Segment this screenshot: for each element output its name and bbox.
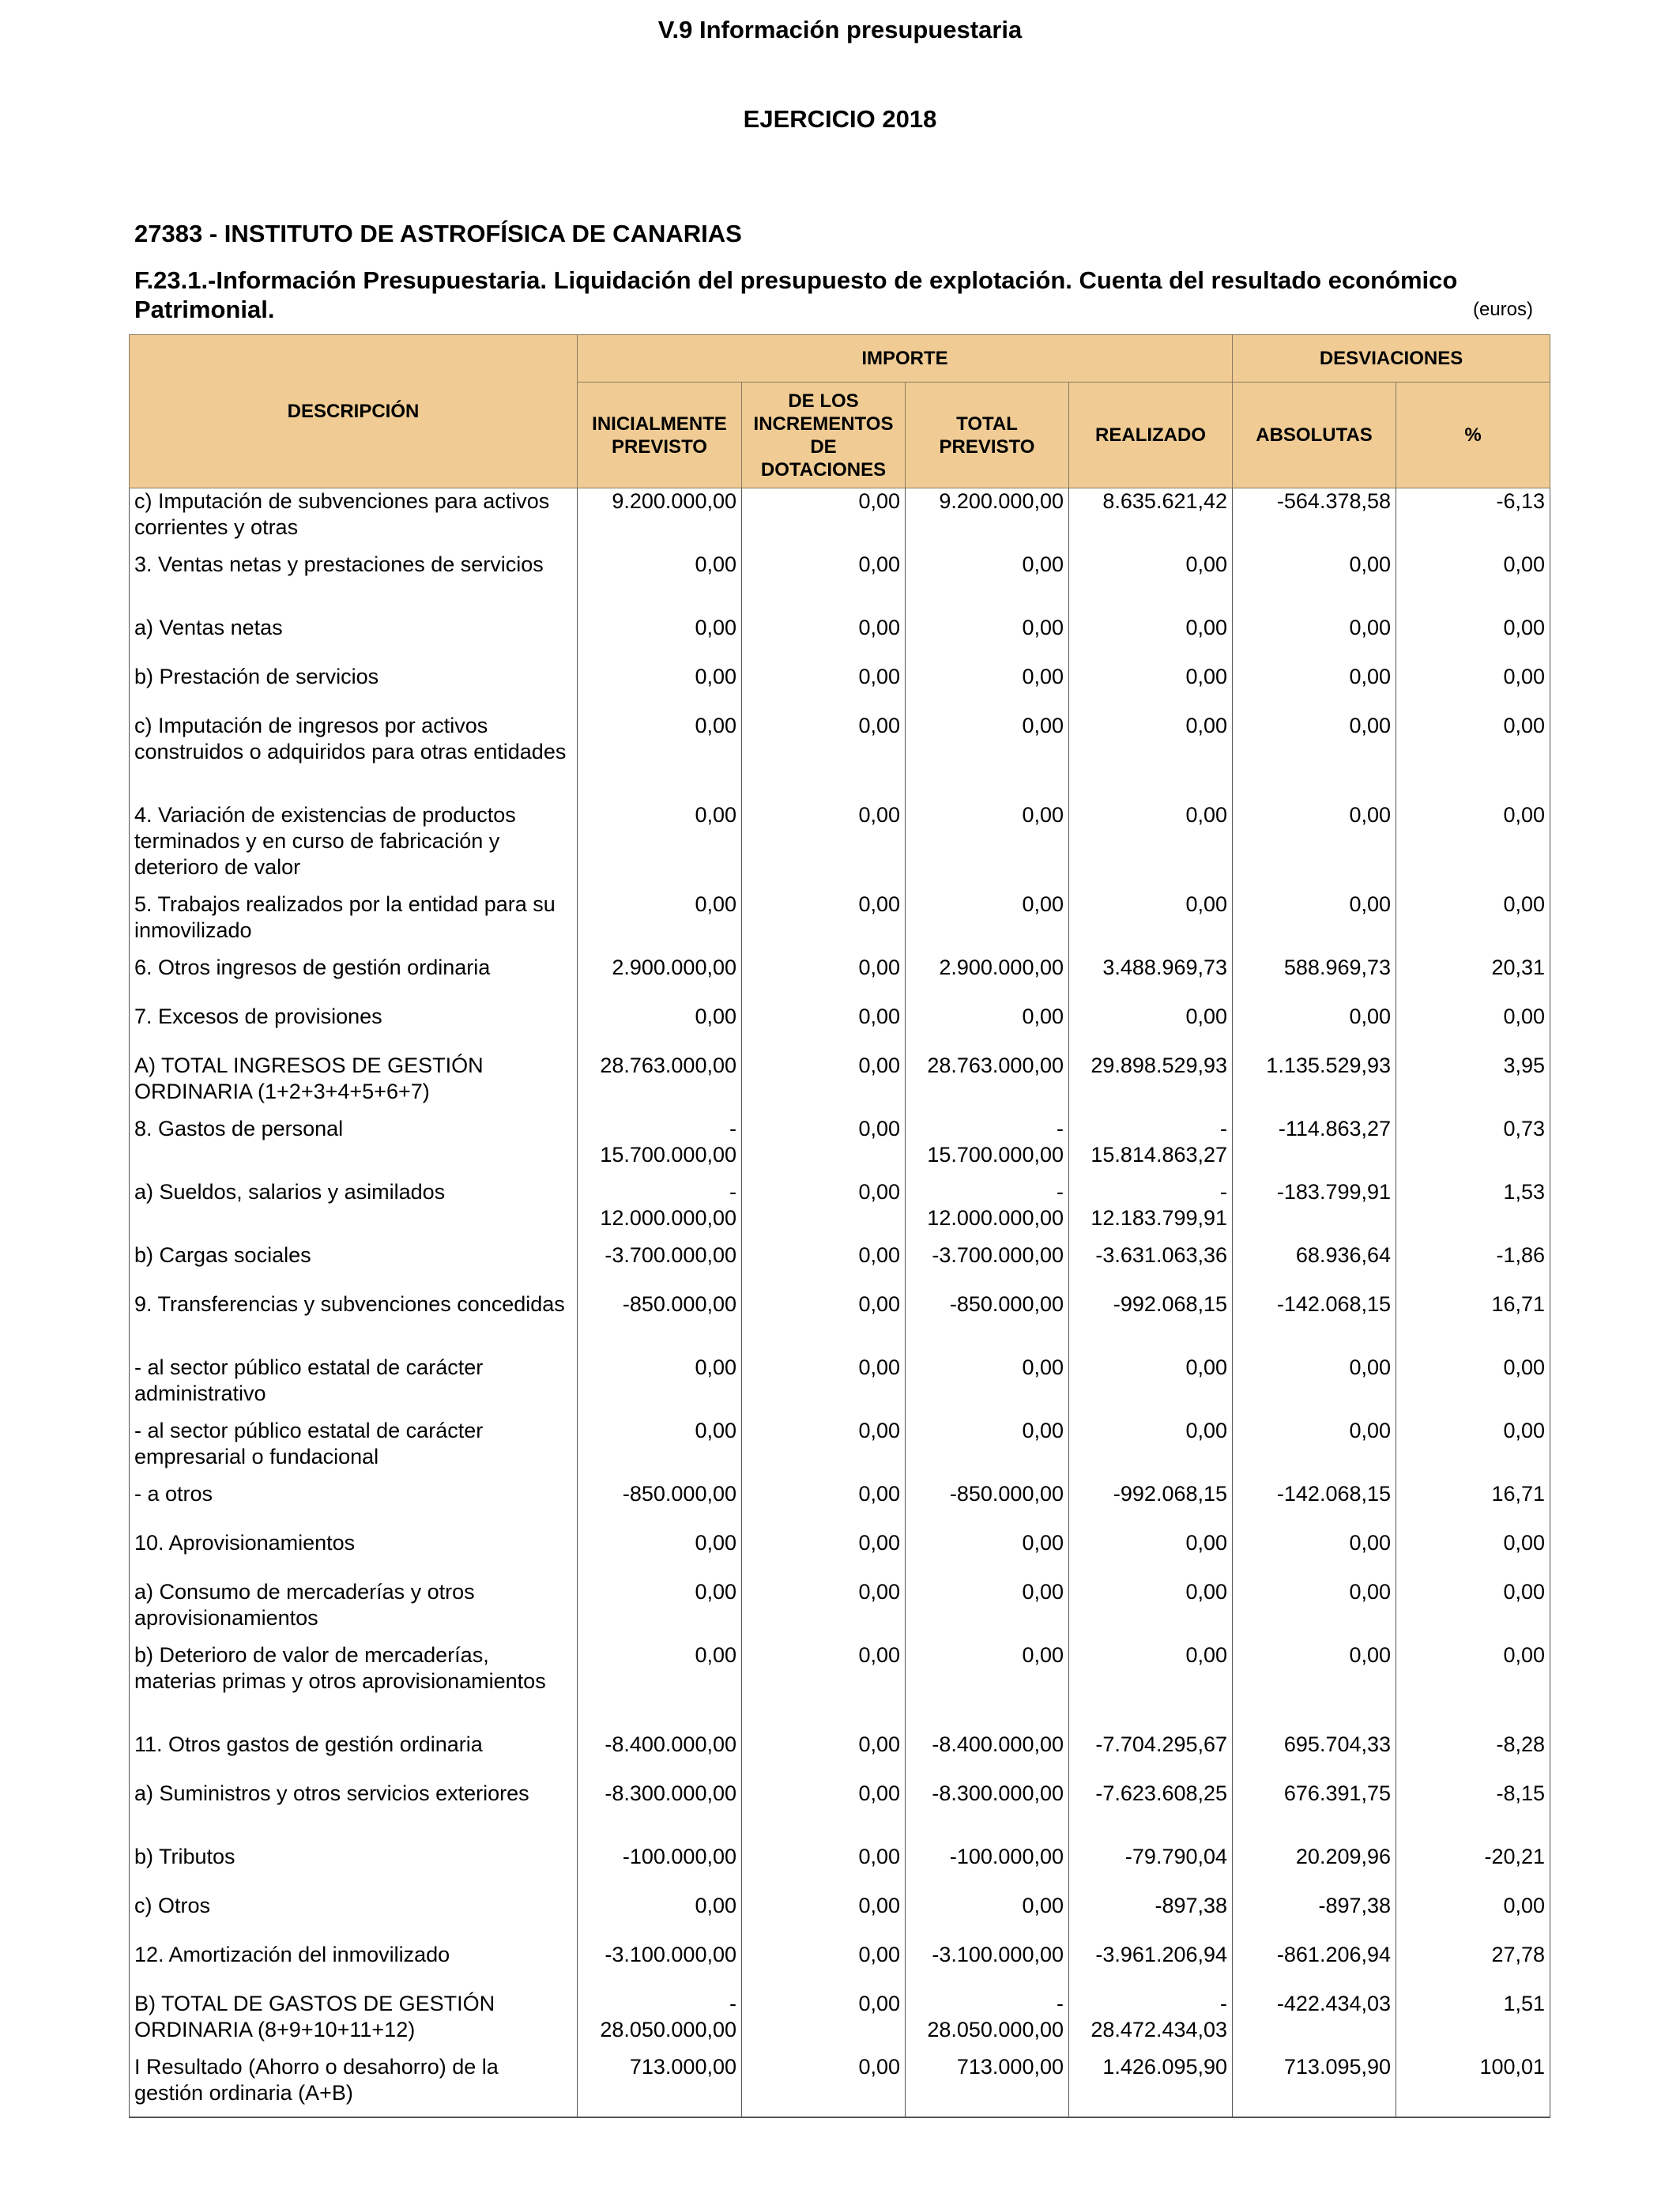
row-description: b) Prestación de servicios	[130, 664, 578, 713]
cell-abs: 713.095,90	[1233, 2054, 1396, 2117]
entity-name: 27383 - INSTITUTO DE ASTROFÍSICA DE CANARIAS	[134, 220, 742, 247]
cell-tot: 0,00	[906, 1893, 1069, 1942]
cell-inc: 0,00	[742, 1418, 906, 1481]
cell-tot: - 15.700.000,00	[906, 1116, 1069, 1179]
row-description: 8. Gastos de personal	[130, 1116, 578, 1179]
cell-inc: 0,00	[742, 1179, 906, 1242]
table-row	[130, 1242, 1550, 1291]
cell-tot: 0,00	[906, 892, 1069, 955]
cell-pct: 16,71	[1396, 1291, 1550, 1355]
cell-rea: 0,00	[1069, 713, 1233, 802]
cell-inc: 0,00	[742, 615, 906, 664]
cell-rea: 0,00	[1069, 892, 1233, 955]
cell-tot: -100.000,00	[906, 1844, 1069, 1893]
cell-rea: 0,00	[1069, 1355, 1233, 1418]
cell-tot: 0,00	[906, 664, 1069, 713]
cell-abs: -861.206,94	[1233, 1942, 1396, 1991]
cell-tot: 0,00	[906, 1530, 1069, 1579]
cell-rea: 0,00	[1069, 552, 1233, 615]
cell-tot: 0,00	[906, 1004, 1069, 1053]
row-description: a) Sueldos, salarios y asimilados	[130, 1179, 578, 1242]
cell-pct: 16,71	[1396, 1481, 1550, 1530]
cell-abs: 0,00	[1233, 1530, 1396, 1579]
cell-abs: 0,00	[1233, 552, 1396, 615]
cell-tot: 0,00	[906, 1642, 1069, 1732]
cell-pct: -8,15	[1396, 1781, 1550, 1844]
cell-abs: 0,00	[1233, 1579, 1396, 1642]
cell-inc: 0,00	[742, 664, 906, 713]
row-description: b) Tributos	[130, 1844, 578, 1893]
cell-inc: 0,00	[742, 1116, 906, 1179]
row-description: - al sector público estatal de carácter administrativo	[130, 1355, 578, 1418]
header-inicial: INICIALMENTE PREVISTO	[578, 383, 742, 488]
table-row	[130, 1781, 1550, 1844]
header-pct: %	[1396, 383, 1550, 488]
table-row	[130, 1579, 1550, 1642]
table-row	[130, 892, 1550, 955]
cell-inc: 0,00	[742, 1053, 906, 1116]
header-absolutas: ABSOLUTAS	[1233, 383, 1396, 488]
row-description: c) Otros	[130, 1893, 578, 1942]
cell-ini: 0,00	[578, 1418, 742, 1481]
cell-abs: -564.378,58	[1233, 488, 1396, 552]
header-incrementos: DE LOS INCREMENTOS DE DOTACIONES	[742, 383, 906, 488]
row-description: 12. Amortización del inmovilizado	[130, 1942, 578, 1991]
cell-pct: -1,86	[1396, 1242, 1550, 1291]
cell-ini: 0,00	[578, 1642, 742, 1732]
cell-inc: 0,00	[742, 1844, 906, 1893]
cell-inc: 0,00	[742, 1355, 906, 1418]
cell-abs: -142.068,15	[1233, 1291, 1396, 1355]
cell-rea: - 12.183.799,91	[1069, 1179, 1233, 1242]
cell-abs: 68.936,64	[1233, 1242, 1396, 1291]
cell-pct: 0,00	[1396, 1579, 1550, 1642]
cell-inc: 0,00	[742, 955, 906, 1004]
cell-tot: 9.200.000,00	[906, 488, 1069, 552]
cell-pct: 100,01	[1396, 2054, 1550, 2117]
cell-rea: 3.488.969,73	[1069, 955, 1233, 1004]
cell-inc: 0,00	[742, 802, 906, 892]
cell-inc: 0,00	[742, 1530, 906, 1579]
row-description: a) Consumo de mercaderías y otros aprovisionamientos	[130, 1579, 578, 1642]
cell-ini: -3.700.000,00	[578, 1242, 742, 1291]
cell-inc: 0,00	[742, 2054, 906, 2117]
table-row	[130, 1991, 1550, 2054]
cell-ini: 9.200.000,00	[578, 488, 742, 552]
cell-rea: 0,00	[1069, 1579, 1233, 1642]
header-realizado: REALIZADO	[1069, 383, 1233, 488]
cell-tot: -850.000,00	[906, 1291, 1069, 1355]
cell-ini: 0,00	[578, 1355, 742, 1418]
cell-ini: -100.000,00	[578, 1844, 742, 1893]
cell-rea: 0,00	[1069, 615, 1233, 664]
cell-tot: 713.000,00	[906, 2054, 1069, 2117]
row-description: 4. Variación de existencias de productos terminados y en curso de fabricación y deterioro de valor	[130, 802, 578, 892]
header-total: TOTAL PREVISTO	[906, 383, 1069, 488]
cell-pct: 0,00	[1396, 1418, 1550, 1481]
header-importe: IMPORTE	[578, 335, 1233, 383]
table-row	[130, 1116, 1550, 1179]
cell-pct: 0,00	[1396, 1355, 1550, 1418]
cell-abs: -114.863,27	[1233, 1116, 1396, 1179]
budget-table	[129, 334, 1550, 2118]
cell-ini: 2.900.000,00	[578, 955, 742, 1004]
cell-inc: 0,00	[742, 713, 906, 802]
table-row	[130, 1732, 1550, 1781]
cell-ini: -850.000,00	[578, 1481, 742, 1530]
cell-inc: 0,00	[742, 1481, 906, 1530]
cell-abs: 0,00	[1233, 802, 1396, 892]
cell-abs: 0,00	[1233, 1004, 1396, 1053]
cell-rea: 0,00	[1069, 1004, 1233, 1053]
cell-tot: -3.100.000,00	[906, 1942, 1069, 1991]
cell-inc: 0,00	[742, 1942, 906, 1991]
table-row	[130, 2054, 1550, 2117]
cell-rea: -992.068,15	[1069, 1481, 1233, 1530]
table-row	[130, 1179, 1550, 1242]
row-description: c) Imputación de ingresos por activos construidos o adquiridos para otras entidades	[130, 713, 578, 802]
cell-inc: 0,00	[742, 1642, 906, 1732]
cell-inc: 0,00	[742, 1893, 906, 1942]
cell-tot: - 28.050.000,00	[906, 1991, 1069, 2054]
cell-inc: 0,00	[742, 1579, 906, 1642]
cell-ini: 0,00	[578, 1004, 742, 1053]
cell-tot: 28.763.000,00	[906, 1053, 1069, 1116]
cell-pct: 0,00	[1396, 1530, 1550, 1579]
table-row	[130, 1418, 1550, 1481]
row-description: 5. Trabajos realizados por la entidad para su inmovilizado	[130, 892, 578, 955]
table-row	[130, 1291, 1550, 1355]
row-description: 6. Otros ingresos de gestión ordinaria	[130, 955, 578, 1004]
cell-tot: 0,00	[906, 1418, 1069, 1481]
cell-ini: 0,00	[578, 1530, 742, 1579]
cell-rea: - 15.814.863,27	[1069, 1116, 1233, 1179]
cell-ini: 0,00	[578, 802, 742, 892]
row-description: A) TOTAL INGRESOS DE GESTIÓN ORDINARIA (1+2+3+4+5+6+7)	[130, 1053, 578, 1116]
cell-ini: - 15.700.000,00	[578, 1116, 742, 1179]
cell-pct: 1,53	[1396, 1179, 1550, 1242]
cell-rea: 29.898.529,93	[1069, 1053, 1233, 1116]
row-description: I Resultado (Ahorro o desahorro) de la gestión ordinaria (A+B)	[130, 2054, 578, 2117]
cell-pct: 20,31	[1396, 955, 1550, 1004]
table-row	[130, 1942, 1550, 1991]
cell-rea: -79.790,04	[1069, 1844, 1233, 1893]
table-row	[130, 1481, 1550, 1530]
cell-abs: 0,00	[1233, 1355, 1396, 1418]
cell-tot: 0,00	[906, 713, 1069, 802]
cell-ini: - 12.000.000,00	[578, 1179, 742, 1242]
cell-inc: 0,00	[742, 488, 906, 552]
cell-abs: 1.135.529,93	[1233, 1053, 1396, 1116]
table-row	[130, 615, 1550, 664]
table-row	[130, 1004, 1550, 1053]
cell-abs: 0,00	[1233, 892, 1396, 955]
cell-rea: 0,00	[1069, 802, 1233, 892]
cell-rea: -897,38	[1069, 1893, 1233, 1942]
cell-tot: 0,00	[906, 1579, 1069, 1642]
row-description: - a otros	[130, 1481, 578, 1530]
cell-abs: -183.799,91	[1233, 1179, 1396, 1242]
table-row	[130, 664, 1550, 713]
cell-tot: -8.400.000,00	[906, 1732, 1069, 1781]
cell-pct: 0,00	[1396, 1893, 1550, 1942]
cell-rea: 0,00	[1069, 1418, 1233, 1481]
cell-pct: 27,78	[1396, 1942, 1550, 1991]
cell-pct: 0,00	[1396, 1004, 1550, 1053]
cell-pct: 0,73	[1396, 1116, 1550, 1179]
cell-pct: -20,21	[1396, 1844, 1550, 1893]
row-description: a) Ventas netas	[130, 615, 578, 664]
cell-ini: 0,00	[578, 713, 742, 802]
cell-inc: 0,00	[742, 1732, 906, 1781]
cell-pct: 0,00	[1396, 1642, 1550, 1732]
cell-pct: 0,00	[1396, 552, 1550, 615]
cell-rea: 0,00	[1069, 664, 1233, 713]
cell-ini: 28.763.000,00	[578, 1053, 742, 1116]
row-description: B) TOTAL DE GASTOS DE GESTIÓN ORDINARIA (8+9+10+11+12)	[130, 1991, 578, 2054]
cell-tot: -850.000,00	[906, 1481, 1069, 1530]
row-description: a) Suministros y otros servicios exteriores	[130, 1781, 578, 1844]
cell-tot: - 12.000.000,00	[906, 1179, 1069, 1242]
row-description: 9. Transferencias y subvenciones concedidas	[130, 1291, 578, 1355]
table-row	[130, 1844, 1550, 1893]
header-descripcion: DESCRIPCIÓN	[130, 335, 578, 488]
cell-abs: 0,00	[1233, 1418, 1396, 1481]
cell-tot: 0,00	[906, 552, 1069, 615]
row-description: 3. Ventas netas y prestaciones de servicios	[130, 552, 578, 615]
cell-abs: 0,00	[1233, 713, 1396, 802]
cell-ini: 0,00	[578, 664, 742, 713]
cell-pct: 0,00	[1396, 664, 1550, 713]
cell-pct: 0,00	[1396, 713, 1550, 802]
cell-pct: 0,00	[1396, 892, 1550, 955]
cell-pct: 0,00	[1396, 615, 1550, 664]
cell-tot: 0,00	[906, 802, 1069, 892]
cell-pct: 0,00	[1396, 802, 1550, 892]
fiscal-year: EJERCICIO 2018	[743, 105, 937, 133]
cell-inc: 0,00	[742, 1991, 906, 2054]
report-title: F.23.1.-Información Presupuestaria. Liquidación del presupuesto de explotación. Cuenta del resultado económico Patrimonial.	[134, 266, 1458, 323]
cell-abs: -897,38	[1233, 1893, 1396, 1942]
units-label: (euros)	[1472, 299, 1533, 320]
cell-pct: 1,51	[1396, 1991, 1550, 2054]
table-row	[130, 955, 1550, 1004]
cell-pct: 3,95	[1396, 1053, 1550, 1116]
table-row	[130, 1530, 1550, 1579]
header-desviaciones: DESVIACIONES	[1233, 335, 1550, 383]
cell-abs: 0,00	[1233, 664, 1396, 713]
row-description: c) Imputación de subvenciones para activos corrientes y otras	[130, 488, 578, 552]
cell-tot: 0,00	[906, 1355, 1069, 1418]
row-description: 10. Aprovisionamientos	[130, 1530, 578, 1579]
cell-ini: -8.400.000,00	[578, 1732, 742, 1781]
cell-rea: 8.635.621,42	[1069, 488, 1233, 552]
row-description: b) Cargas sociales	[130, 1242, 578, 1291]
cell-rea: -7.704.295,67	[1069, 1732, 1233, 1781]
table-row	[130, 802, 1550, 892]
row-description: 7. Excesos de provisiones	[130, 1004, 578, 1053]
cell-rea: - 28.472.434,03	[1069, 1991, 1233, 2054]
section-title: V.9 Información presupuestaria	[657, 16, 1023, 43]
cell-inc: 0,00	[742, 1781, 906, 1844]
cell-abs: 0,00	[1233, 1642, 1396, 1732]
cell-abs: 0,00	[1233, 615, 1396, 664]
cell-inc: 0,00	[742, 1004, 906, 1053]
cell-inc: 0,00	[742, 1291, 906, 1355]
cell-rea: 1.426.095,90	[1069, 2054, 1233, 2117]
table-row	[130, 552, 1550, 615]
cell-rea: -3.961.206,94	[1069, 1942, 1233, 1991]
cell-inc: 0,00	[742, 892, 906, 955]
row-description: b) Deterioro de valor de mercaderías, materias primas y otros aprovisionamientos	[130, 1642, 578, 1732]
cell-abs: 588.969,73	[1233, 955, 1396, 1004]
cell-rea: -3.631.063,36	[1069, 1242, 1233, 1291]
row-description: - al sector público estatal de carácter empresarial o fundacional	[130, 1418, 578, 1481]
cell-tot: -8.300.000,00	[906, 1781, 1069, 1844]
cell-inc: 0,00	[742, 552, 906, 615]
table-row	[130, 1355, 1550, 1418]
table-row	[130, 1893, 1550, 1942]
cell-pct: -8,28	[1396, 1732, 1550, 1781]
cell-rea: -992.068,15	[1069, 1291, 1233, 1355]
cell-abs: 20.209,96	[1233, 1844, 1396, 1893]
table-row	[130, 488, 1550, 552]
table-row	[130, 1642, 1550, 1732]
cell-ini: 0,00	[578, 1579, 742, 1642]
cell-pct: -6,13	[1396, 488, 1550, 552]
cell-abs: 676.391,75	[1233, 1781, 1396, 1844]
cell-tot: -3.700.000,00	[906, 1242, 1069, 1291]
cell-abs: -422.434,03	[1233, 1991, 1396, 2054]
cell-ini: 713.000,00	[578, 2054, 742, 2117]
cell-abs: 695.704,33	[1233, 1732, 1396, 1781]
cell-ini: 0,00	[578, 892, 742, 955]
row-description: 11. Otros gastos de gestión ordinaria	[130, 1732, 578, 1781]
cell-rea: 0,00	[1069, 1530, 1233, 1579]
cell-rea: 0,00	[1069, 1642, 1233, 1732]
cell-inc: 0,00	[742, 1242, 906, 1291]
table-row	[130, 713, 1550, 802]
cell-abs: -142.068,15	[1233, 1481, 1396, 1530]
cell-ini: -850.000,00	[578, 1291, 742, 1355]
cell-tot: 0,00	[906, 615, 1069, 664]
cell-ini: -3.100.000,00	[578, 1942, 742, 1991]
table-row	[130, 1053, 1550, 1116]
cell-ini: 0,00	[578, 615, 742, 664]
cell-ini: - 28.050.000,00	[578, 1991, 742, 2054]
cell-rea: -7.623.608,25	[1069, 1781, 1233, 1844]
cell-tot: 2.900.000,00	[906, 955, 1069, 1004]
cell-ini: -8.300.000,00	[578, 1781, 742, 1844]
cell-ini: 0,00	[578, 1893, 742, 1942]
cell-ini: 0,00	[578, 552, 742, 615]
